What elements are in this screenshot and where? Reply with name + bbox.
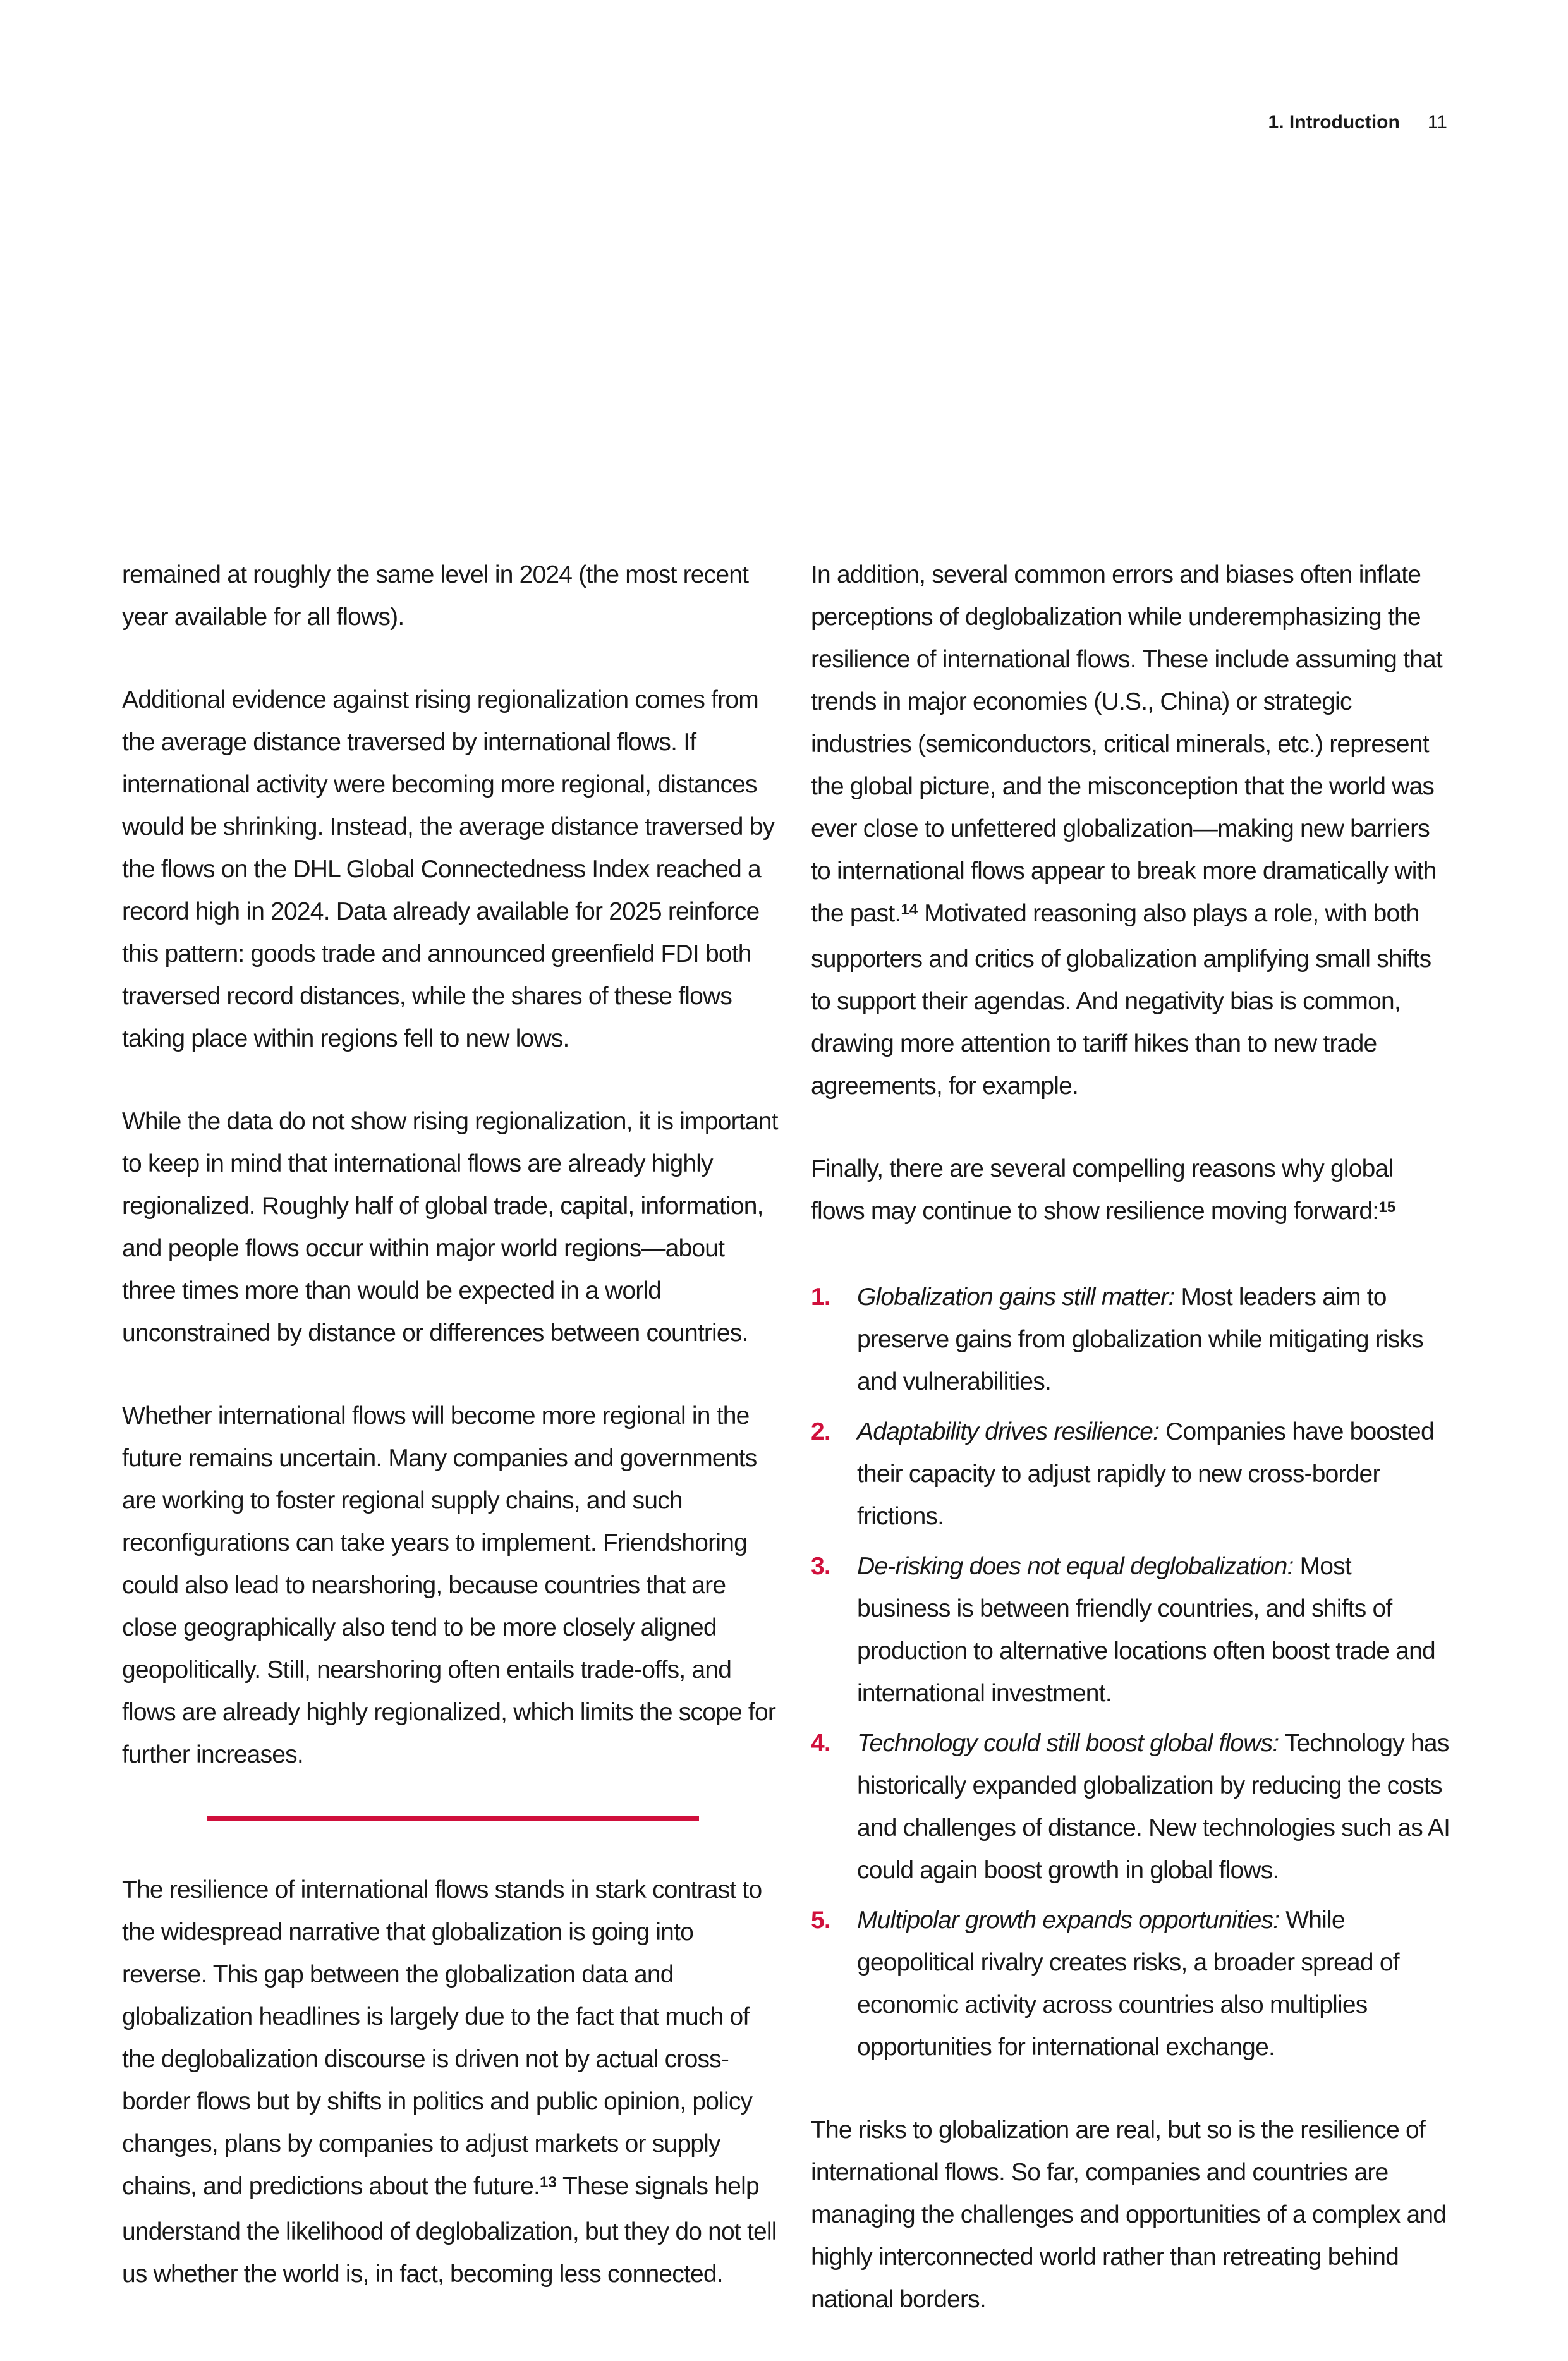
page-number: 11 xyxy=(1427,112,1447,133)
page-header xyxy=(1268,111,1447,134)
list-item xyxy=(811,1722,1450,1891)
list-item-body: While geopolitical rivalry creates risks, a broader spread of economic activity across countries also multiplies opportunities for international exchange. xyxy=(857,1907,1399,2061)
list-item-lead: Adaptability drives resilience: xyxy=(857,1418,1160,1445)
footnote-reference: 14 xyxy=(901,901,918,919)
paragraph xyxy=(811,1148,1450,1235)
list-item xyxy=(811,1899,1450,2068)
list-item xyxy=(811,1545,1450,1715)
list-item-number: 1. xyxy=(811,1284,830,1311)
text-run: Motivated reasoning also plays a role, with both supporters and critics of globalization amplifying small shifts to support their agendas. And negativity bias is common, drawing more attention to tariff hikes than to new trade agreements, for example. xyxy=(811,900,1431,1100)
paragraph xyxy=(122,1100,784,1354)
list-item-lead: Technology could still boost global flows: xyxy=(857,1730,1279,1757)
paragraph xyxy=(811,2109,1450,2321)
text-run: Whether international flows will become more regional in the future remains uncertain. Many companies and governments are working to foster regional supply chains, and such reconfigurations can take years to implement. Friendshoring could also lead to nearshoring, because countries that are close geographically also tend to be more closely aligned geopolitically. Still, nearshoring often entails trade-offs, and flows are already highly regionalized, which limits the scope for further increases. xyxy=(122,1402,776,1768)
list-item-body: Most business is between friendly countries, and shifts of production to alternative locations often boost trade and international investment. xyxy=(857,1553,1435,1707)
text-run: Additional evidence against rising regionalization comes from the average distance traversed by international flows. If international activity were becoming more regional, distances would be shrinking. Instead, the average distance traversed by the flows on the DHL Global Connectedness Index reached a record high in 2024. Data already available for 2025 reinforce this pattern: goods trade and announced greenfield FDI both traversed record distances, while the shares of these flows taking place within regions fell to new lows. xyxy=(122,686,775,1052)
list-item-number: 4. xyxy=(811,1730,830,1757)
text-run: remained at roughly the same level in 2024 (the most recent year available for all flows). xyxy=(122,561,749,631)
numbered-list xyxy=(811,1276,1450,2068)
list-item-lead: De-risking does not equal deglobalization: xyxy=(857,1553,1294,1580)
section-divider-rule xyxy=(207,1816,699,1821)
list-item xyxy=(811,1411,1450,1538)
paragraph xyxy=(122,679,784,1060)
text-run: The resilience of international flows stands in stark contrast to the widespread narrative that globalization is going into reverse. This gap between the globalization data and globalization headlines is largely due to the fact that much of the deglobalization discourse is driven not by actual cross-border flows but by shifts in politics and public opinion, policy changes, plans by companies to adjust markets or supply chains, and predictions about the future. xyxy=(122,1876,762,2200)
paragraph xyxy=(122,1395,784,1776)
left-column xyxy=(122,554,784,2336)
list-item-lead: Multipolar growth expands opportunities: xyxy=(857,1907,1280,1934)
list-item xyxy=(811,1276,1450,1403)
list-item-lead: Globalization gains still matter: xyxy=(857,1284,1175,1311)
section-title: 1. Introduction xyxy=(1268,112,1400,133)
list-item-body: Companies have boosted their capacity to adjust rapidly to new cross-border frictions. xyxy=(857,1418,1434,1530)
right-column xyxy=(811,554,1450,2361)
footnote-reference: 13 xyxy=(540,2174,557,2192)
text-run: While the data do not show rising regionalization, it is important to keep in mind that international flows are already highly regionalized. Roughly half of global trade, capital, information, and people flows occur within major world regions—about three times more than would be expected in a world unconstrained by distance or differences between countries. xyxy=(122,1108,778,1347)
paragraph xyxy=(122,1869,784,2295)
text-run: Finally, there are several compelling reasons why global flows may continue to show resilience moving forward: xyxy=(811,1155,1394,1225)
list-item-number: 3. xyxy=(811,1553,830,1580)
text-run: These signals help understand the likelihood of deglobalization, but they do not tell us whether the world is, in fact, becoming less connected. xyxy=(122,2173,777,2288)
list-item-number: 5. xyxy=(811,1907,830,1934)
footnote-reference: 15 xyxy=(1378,1199,1396,1217)
list-item-body: Most leaders aim to preserve gains from globalization while mitigating risks and vulnerabilities. xyxy=(857,1284,1423,1395)
text-run: The risks to globalization are real, but so is the resilience of international flows. So far, companies and countries are managing the challenges and opportunities of a complex and highly interconnected world rather than retreating behind national borders. xyxy=(811,2116,1447,2313)
list-item-number: 2. xyxy=(811,1418,830,1445)
paragraph xyxy=(122,554,784,638)
text-run: In addition, several common errors and biases often inflate perceptions of deglobalization while underemphasizing the resilience of international flows. These include assuming that trends in major economies (U.S., China) or strategic industries (semiconductors, critical minerals, etc.) represent the global picture, and the misconception that the world was ever close to unfettered globalization—making new barriers to international flows appear to break more dramatically with the past. xyxy=(811,561,1442,927)
list-item-body: Technology has historically expanded globalization by reducing the costs and challenges of distance. New technologies such as AI could again boost growth in global flows. xyxy=(857,1730,1450,1884)
paragraph xyxy=(811,554,1450,1107)
